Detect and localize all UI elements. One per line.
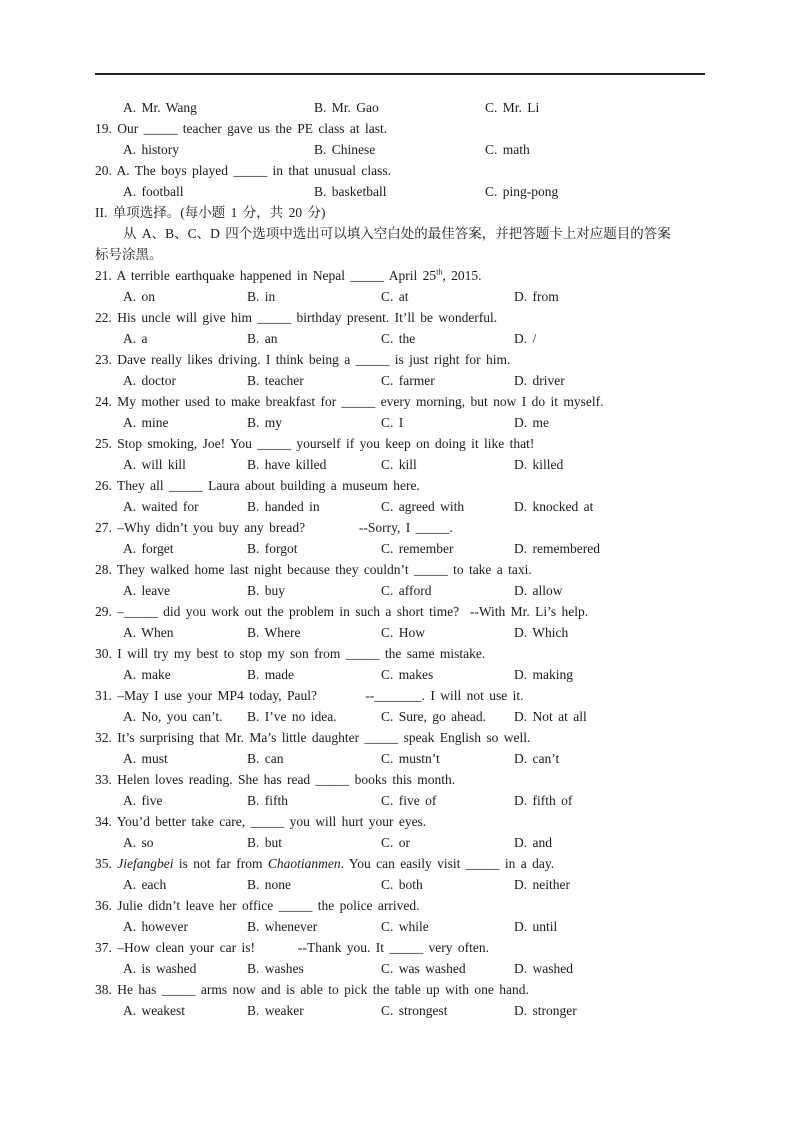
question-19 bbox=[95, 118, 715, 139]
option-a: A. a bbox=[123, 331, 148, 346]
option-b: B. Mr. Gao bbox=[314, 100, 379, 115]
question-36 bbox=[95, 895, 715, 916]
question-number: 24. bbox=[95, 394, 112, 409]
question-number: 26. bbox=[95, 478, 112, 493]
option-d: D. and bbox=[514, 835, 552, 850]
option-c: C. Mr. Li bbox=[485, 100, 540, 115]
question-38 bbox=[95, 979, 715, 1000]
question-31 bbox=[95, 685, 715, 706]
question-number: 19. bbox=[95, 121, 112, 136]
question-number: 37. bbox=[95, 940, 112, 955]
option-c: C. makes bbox=[381, 667, 434, 682]
answer-options bbox=[95, 139, 715, 160]
option-d: D. me bbox=[514, 415, 549, 430]
option-b: B. I’ve no idea. bbox=[247, 709, 337, 724]
answer-options bbox=[95, 748, 715, 769]
answer-options bbox=[95, 328, 715, 349]
question-number: 27. bbox=[95, 520, 112, 535]
question-text: I will try my best to stop my son from _____ the same mistake. bbox=[117, 646, 486, 661]
option-b: B. basketball bbox=[314, 184, 387, 199]
option-d: D. Which bbox=[514, 625, 569, 640]
option-a: A. forget bbox=[123, 541, 174, 556]
option-b: B. washes bbox=[247, 961, 304, 976]
question-text: –_____ did you work out the problem in such a short time? --With Mr. Li’s help. bbox=[117, 604, 589, 619]
option-d: D. until bbox=[514, 919, 558, 934]
option-b: B. can bbox=[247, 751, 284, 766]
option-d: D. driver bbox=[514, 373, 565, 388]
option-b: B. Where bbox=[247, 625, 301, 640]
question-text: Julie didn’t leave her office _____ the police arrived. bbox=[117, 898, 420, 913]
answer-options bbox=[95, 874, 715, 895]
option-a: A. must bbox=[123, 751, 168, 766]
option-c: C. ping-pong bbox=[485, 184, 559, 199]
option-b: B. fifth bbox=[247, 793, 288, 808]
question-24 bbox=[95, 391, 715, 412]
option-a: A. however bbox=[123, 919, 188, 934]
question-number: 21. bbox=[95, 268, 112, 283]
option-b: B. weaker bbox=[247, 1003, 304, 1018]
answer-options bbox=[95, 538, 715, 559]
question-text: Dave really likes driving. I think being a _____ is just right for him. bbox=[117, 352, 511, 367]
question-text: th bbox=[436, 267, 443, 277]
header-rule bbox=[95, 73, 705, 75]
option-c: C. kill bbox=[381, 457, 417, 472]
part1-questions bbox=[95, 118, 715, 202]
question-text: My mother used to make breakfast for _____ every morning, but now I do it myself. bbox=[117, 394, 604, 409]
option-c: C. while bbox=[381, 919, 429, 934]
option-d: D. stronger bbox=[514, 1003, 577, 1018]
option-c: C. five of bbox=[381, 793, 437, 808]
question-text: They walked home last night because they couldn’t _____ to take a taxi. bbox=[117, 562, 532, 577]
question-number: 25. bbox=[95, 436, 112, 451]
option-b: B. my bbox=[247, 415, 283, 430]
answer-options bbox=[95, 412, 715, 433]
question-text: They all _____ Laura about building a museum here. bbox=[117, 478, 420, 493]
answer-options bbox=[95, 496, 715, 517]
answer-options bbox=[95, 958, 715, 979]
question-34 bbox=[95, 811, 715, 832]
option-b: B. but bbox=[247, 835, 283, 850]
option-c: C. was washed bbox=[381, 961, 466, 976]
option-c: C. How bbox=[381, 625, 426, 640]
option-c: C. the bbox=[381, 331, 416, 346]
question-text: –May I use your MP4 today, Paul? --_______. I will not use it. bbox=[117, 688, 524, 703]
answer-options bbox=[95, 832, 715, 853]
question-28 bbox=[95, 559, 715, 580]
option-b: B. handed in bbox=[247, 499, 320, 514]
question-text: Chaotianmen bbox=[267, 856, 341, 871]
question-number: 35. bbox=[95, 856, 112, 871]
option-a: A. is washed bbox=[123, 961, 197, 976]
question-text: He has _____ arms now and is able to pick the table up with one hand. bbox=[117, 982, 529, 997]
question-25 bbox=[95, 433, 715, 454]
option-a: A. on bbox=[123, 289, 155, 304]
option-a: A. mine bbox=[123, 415, 169, 430]
option-c: C. mustn’t bbox=[381, 751, 440, 766]
option-c: C. math bbox=[485, 142, 530, 157]
question-text: Jiefangbei bbox=[117, 856, 174, 871]
question-20 bbox=[95, 160, 715, 181]
question-text: , 2015. bbox=[442, 268, 482, 283]
section-instruction: 从 A、B、C、D 四个选项中选出可以填入空白处的最佳答案，并把答题卡上对应题目的答案 bbox=[123, 226, 671, 241]
question-number: 38. bbox=[95, 982, 112, 997]
option-c: C. at bbox=[381, 289, 409, 304]
option-a: A. make bbox=[123, 667, 171, 682]
option-c: C. or bbox=[381, 835, 410, 850]
option-a: A. Mr. Wang bbox=[123, 100, 197, 115]
answer-options bbox=[95, 370, 715, 391]
question-text: Stop smoking, Joe! You _____ yourself if you keep on doing it like that! bbox=[117, 436, 535, 451]
answer-options bbox=[95, 580, 715, 601]
option-a: A. No, you can’t. bbox=[123, 709, 223, 724]
question-33 bbox=[95, 769, 715, 790]
question-number: 28. bbox=[95, 562, 112, 577]
option-b: B. in bbox=[247, 289, 276, 304]
question-35 bbox=[95, 853, 715, 874]
option-c: C. agreed with bbox=[381, 499, 465, 514]
option-c: C. strongest bbox=[381, 1003, 448, 1018]
question-number: 33. bbox=[95, 772, 112, 787]
option-c: C. Sure, go ahead. bbox=[381, 709, 486, 724]
option-b: B. Chinese bbox=[314, 142, 376, 157]
question-text: It’s surprising that Mr. Ma’s little daughter _____ speak English so well. bbox=[117, 730, 531, 745]
question-number: 32. bbox=[95, 730, 112, 745]
option-c: C. remember bbox=[381, 541, 454, 556]
question-text: is not far from bbox=[173, 856, 268, 871]
option-c: C. farmer bbox=[381, 373, 435, 388]
question-text: . You can easily visit _____ in a day. bbox=[340, 856, 555, 871]
option-c: C. I bbox=[381, 415, 404, 430]
option-a: A. football bbox=[123, 184, 184, 199]
option-d: D. knocked at bbox=[514, 499, 594, 514]
question-text: A. The boys played _____ in that unusual class. bbox=[116, 163, 391, 178]
option-b: B. teacher bbox=[247, 373, 304, 388]
option-a: A. When bbox=[123, 625, 174, 640]
exam-page bbox=[95, 97, 715, 1021]
option-a: A. five bbox=[123, 793, 163, 808]
option-d: D. fifth of bbox=[514, 793, 573, 808]
question-37 bbox=[95, 937, 715, 958]
section-heading: II. 单项选择。(每小题 1 分，共 20 分) bbox=[95, 205, 326, 220]
question-number: 23. bbox=[95, 352, 112, 367]
option-a: A. each bbox=[123, 877, 167, 892]
question-number: 29. bbox=[95, 604, 112, 619]
option-d: D. can’t bbox=[514, 751, 560, 766]
option-b: B. an bbox=[247, 331, 278, 346]
question-number: 31. bbox=[95, 688, 112, 703]
option-d: D. neither bbox=[514, 877, 570, 892]
option-b: B. none bbox=[247, 877, 291, 892]
option-c: C. afford bbox=[381, 583, 432, 598]
option-d: D. Not at all bbox=[514, 709, 587, 724]
question-text: –How clean your car is! --Thank you. It _____ very often. bbox=[117, 940, 490, 955]
option-a: A. leave bbox=[123, 583, 170, 598]
question-text: Our _____ teacher gave us the PE class at last. bbox=[117, 121, 388, 136]
question-26 bbox=[95, 475, 715, 496]
answer-options bbox=[95, 181, 715, 202]
option-d: D. allow bbox=[514, 583, 563, 598]
question-30 bbox=[95, 643, 715, 664]
option-d: D. from bbox=[514, 289, 559, 304]
question-21 bbox=[95, 265, 715, 286]
option-d: D. making bbox=[514, 667, 573, 682]
question-number: 30. bbox=[95, 646, 112, 661]
answer-options bbox=[95, 790, 715, 811]
option-a: A. history bbox=[123, 142, 179, 157]
question-text: Helen loves reading. She has read _____ books this month. bbox=[117, 772, 456, 787]
question-text: –Why didn’t you buy any bread? --Sorry, I _____. bbox=[117, 520, 453, 535]
question-text: You’d better take care, _____ you will hurt your eyes. bbox=[116, 814, 427, 829]
option-d: D. killed bbox=[514, 457, 564, 472]
question-number: 20. bbox=[95, 163, 112, 178]
answer-options bbox=[95, 706, 715, 727]
answer-options bbox=[95, 916, 715, 937]
answer-options bbox=[95, 1000, 715, 1021]
option-c: C. both bbox=[381, 877, 423, 892]
answer-options bbox=[95, 286, 715, 307]
question-23 bbox=[95, 349, 715, 370]
answer-options bbox=[95, 454, 715, 475]
option-a: A. so bbox=[123, 835, 154, 850]
question-number: 22. bbox=[95, 310, 112, 325]
answer-options bbox=[95, 664, 715, 685]
option-a: A. doctor bbox=[123, 373, 176, 388]
option-b: B. made bbox=[247, 667, 294, 682]
question-22 bbox=[95, 307, 715, 328]
section-instruction-cont: 标号涂黑。 bbox=[95, 247, 163, 262]
option-b: B. whenever bbox=[247, 919, 318, 934]
question-29 bbox=[95, 601, 715, 622]
question-text: His uncle will give him _____ birthday present. It’ll be wonderful. bbox=[117, 310, 498, 325]
prev-question-options bbox=[95, 97, 715, 118]
question-27 bbox=[95, 517, 715, 538]
question-text: A terrible earthquake happened in Nepal _____ April 25 bbox=[116, 268, 437, 283]
option-b: B. have killed bbox=[247, 457, 327, 472]
question-number: 34. bbox=[95, 814, 112, 829]
option-d: D. / bbox=[514, 331, 537, 346]
option-b: B. forgot bbox=[247, 541, 298, 556]
option-b: B. buy bbox=[247, 583, 286, 598]
option-d: D. washed bbox=[514, 961, 573, 976]
option-a: A. will kill bbox=[123, 457, 186, 472]
option-d: D. remembered bbox=[514, 541, 600, 556]
multiple-choice-questions bbox=[95, 265, 715, 1021]
question-32 bbox=[95, 727, 715, 748]
question-number: 36. bbox=[95, 898, 112, 913]
option-a: A. waited for bbox=[123, 499, 199, 514]
answer-options bbox=[95, 622, 715, 643]
option-a: A. weakest bbox=[123, 1003, 185, 1018]
